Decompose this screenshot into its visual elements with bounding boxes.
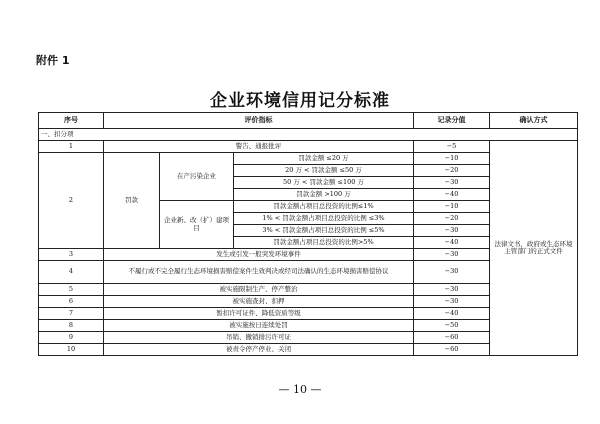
indicator-cell: 被实施查封、扣押	[104, 296, 414, 308]
header-method: 确认方式	[490, 113, 578, 129]
indicator-cell: 被实施限制生产、停产整治	[104, 284, 414, 296]
seq-cell: 2	[39, 153, 104, 249]
indicator-cell: 暂扣许可证件、降低资质等级	[104, 308, 414, 320]
score-cell: −5	[414, 141, 490, 153]
score-cell: −50	[414, 320, 490, 332]
indicator-cell: 20 万 < 罚款金额 ≤50 万	[234, 165, 414, 177]
group-cell: 企业新、改（扩）建项目	[160, 201, 234, 249]
indicator-cell: 吊销、撤销排污许可证	[104, 332, 414, 344]
indicator-cell: 警告、通报批评	[104, 141, 414, 153]
indicator-cell: 被实施按日连续处罚	[104, 320, 414, 332]
score-cell: −20	[414, 213, 490, 225]
indicator-cell: 罚款金额 >100 万	[234, 189, 414, 201]
score-cell: −30	[414, 284, 490, 296]
score-cell: −60	[414, 344, 490, 356]
section-label: 一、扣分项	[39, 129, 578, 141]
scoring-table	[38, 112, 578, 356]
indicator-cell: 3% < 罚款金额占项目总投资的比例 ≤5%	[234, 225, 414, 237]
seq-cell: 7	[39, 308, 104, 320]
score-cell: −30	[414, 249, 490, 261]
indicator-cell: 50 万 < 罚款金额 ≤100 万	[234, 177, 414, 189]
indicator-cell: 被责令停产停业、关闭	[104, 344, 414, 356]
seq-cell: 8	[39, 320, 104, 332]
header-score: 记录分值	[414, 113, 490, 129]
confirm-method-cell: 法律文书，政府或生态环境主管部门的正式文件	[490, 141, 578, 356]
seq-cell: 4	[39, 261, 104, 284]
indicator-cell: 不履行或不完全履行生态环境损害赔偿案件生效判决或经司法确认的生态环境损害赔偿协议	[104, 261, 414, 284]
category-cell: 罚款	[104, 153, 160, 249]
attachment-label: 附件 1	[36, 54, 70, 67]
table-header-row	[39, 113, 578, 129]
indicator-cell: 发生或引发一般突发环境事件	[104, 249, 414, 261]
page-number: — 10 —	[278, 383, 322, 396]
score-cell: −20	[414, 165, 490, 177]
seq-cell: 1	[39, 141, 104, 153]
table-row	[39, 141, 578, 153]
header-seq: 序号	[39, 113, 104, 129]
seq-cell: 6	[39, 296, 104, 308]
score-cell: −40	[414, 237, 490, 249]
score-cell: −60	[414, 332, 490, 344]
indicator-cell: 罚款金额占项目总投资的比例>5%	[234, 237, 414, 249]
header-indicator: 评价指标	[104, 113, 414, 129]
score-cell: −30	[414, 177, 490, 189]
indicator-cell: 罚款金额占项目总投资的比例≤1%	[234, 201, 414, 213]
score-cell: −10	[414, 201, 490, 213]
score-cell: −30	[414, 261, 490, 284]
section-row	[39, 129, 578, 141]
score-cell: −10	[414, 153, 490, 165]
seq-cell: 3	[39, 249, 104, 261]
group-cell: 在产污染企业	[160, 153, 234, 201]
score-cell: −30	[414, 225, 490, 237]
indicator-cell: 罚款金额 ≤20 万	[234, 153, 414, 165]
page-title: 企业环境信用记分标准	[210, 91, 390, 111]
indicator-cell: 1% < 罚款金额占项目总投资的比例 ≤3%	[234, 213, 414, 225]
score-cell: −40	[414, 308, 490, 320]
seq-cell: 10	[39, 344, 104, 356]
score-cell: −30	[414, 296, 490, 308]
seq-cell: 5	[39, 284, 104, 296]
seq-cell: 9	[39, 332, 104, 344]
score-cell: −40	[414, 189, 490, 201]
